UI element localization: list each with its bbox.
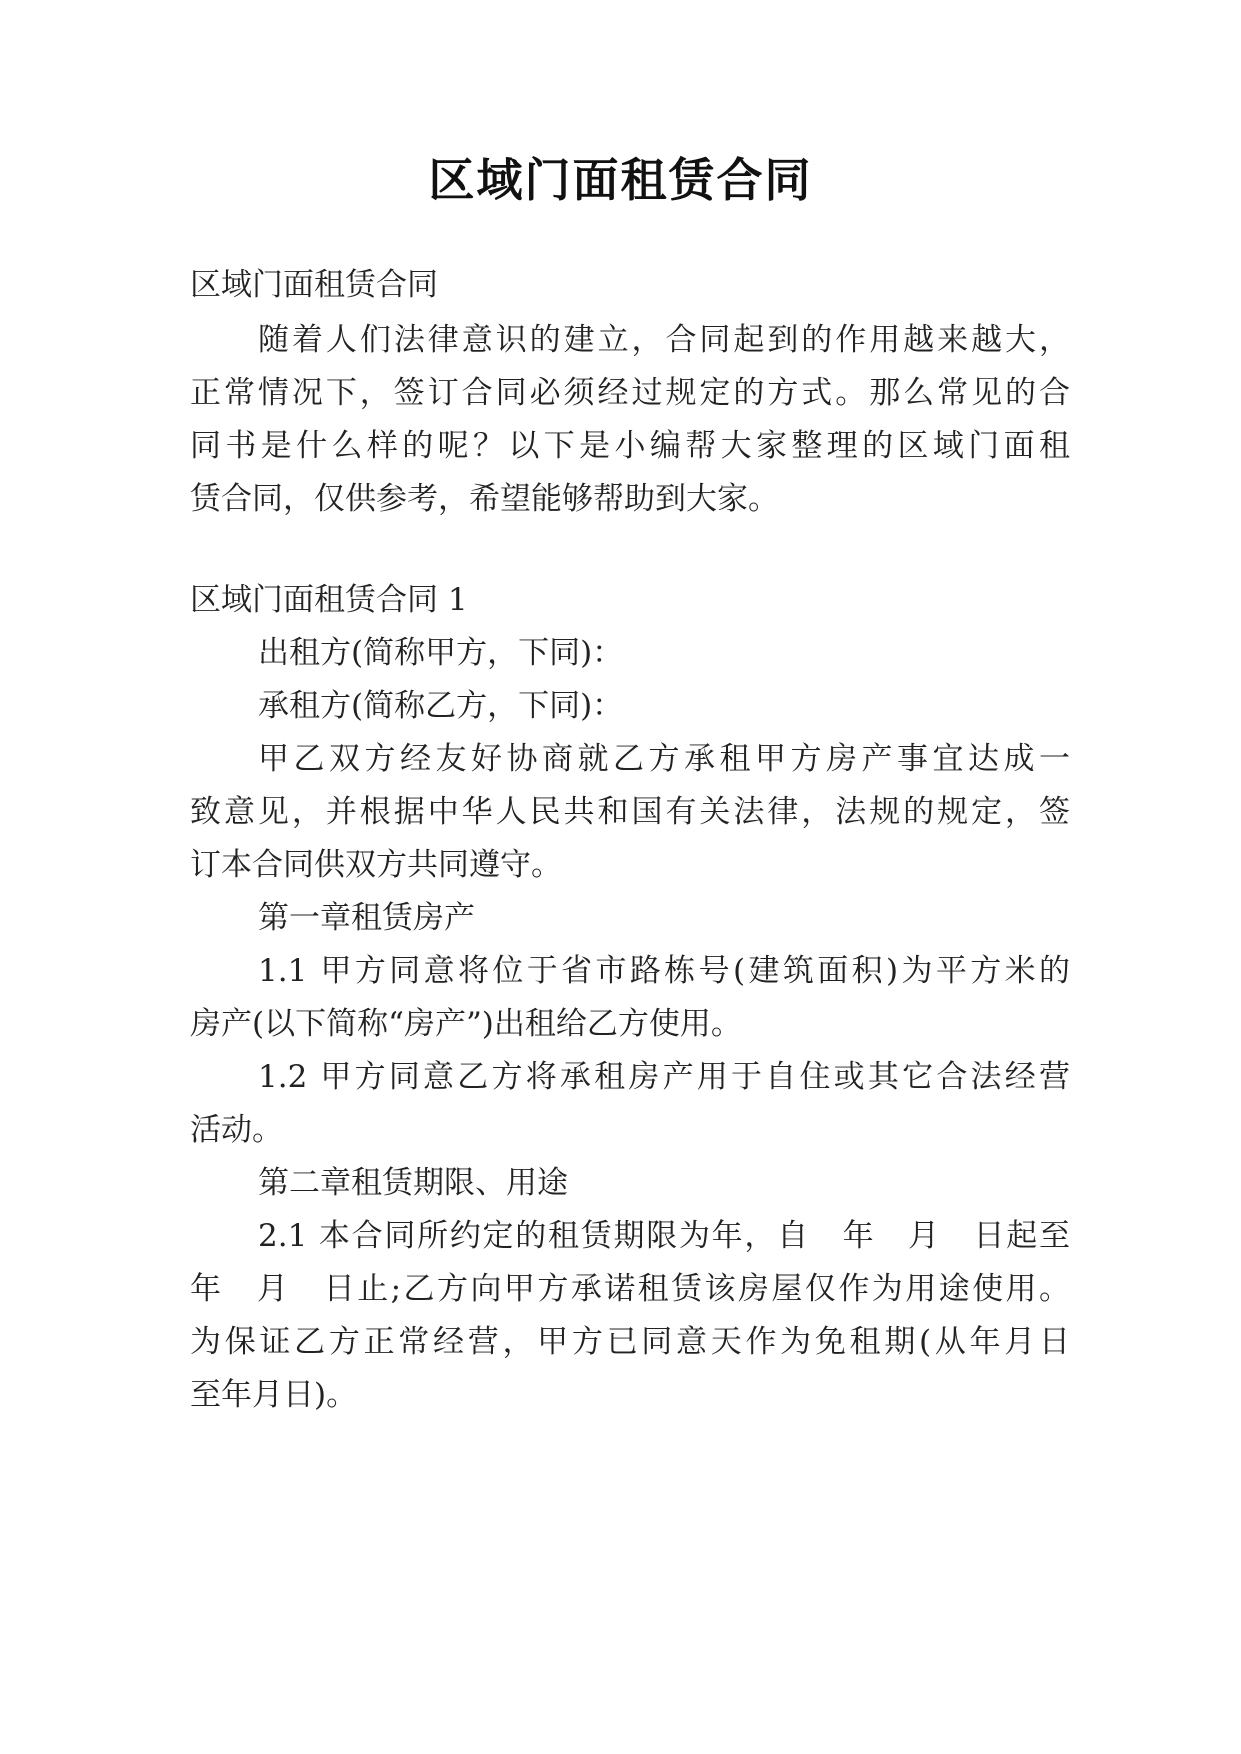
subtitle-line: 区域门面租赁合同: [190, 267, 438, 303]
clause-line: 为保证乙方正常经营，甲方已同意天作为免租期(从年月日: [190, 1324, 1070, 1360]
clause-line: 至年月日)。: [190, 1377, 358, 1413]
intro-line: 正常情况下，签订合同必须经过规定的方式。那么常见的合: [190, 375, 1070, 411]
section-heading: 区域门面租赁合同 1: [190, 582, 468, 618]
clause-line: 2.1 本合同所约定的租赁期限为年，自 年 月 日起至: [258, 1218, 1070, 1254]
body-line: 订本合同供双方共同遵守。: [190, 847, 562, 883]
clause-line: 房产(以下简称“房产”)出租给乙方使用。: [190, 1006, 742, 1042]
body-line: 甲乙双方经友好协商就乙方承租甲方房产事宜达成一: [258, 741, 1070, 777]
clause-line: 1.1 甲方同意将位于省市路栋号(建筑面积)为平方米的: [258, 953, 1070, 989]
chapter-heading: 第二章租赁期限、用途: [258, 1165, 568, 1201]
document-title: 区域门面租赁合同: [428, 153, 813, 207]
clause-line: 活动。: [190, 1112, 283, 1148]
body-line: 致意见，并根据中华人民共和国有关法律，法规的规定，签: [190, 794, 1070, 830]
lessee-line: 承租方(简称乙方，下同)：: [258, 688, 624, 724]
clause-line: 年 月 日止;乙方向甲方承诺租赁该房屋仅作为用途使用。: [190, 1271, 1070, 1307]
lessor-line: 出租方(简称甲方，下同)：: [258, 635, 624, 671]
chapter-heading: 第一章租赁房产: [258, 900, 475, 936]
intro-line: 随着人们法律意识的建立，合同起到的作用越来越大，: [258, 322, 1070, 358]
clause-line: 1.2 甲方同意乙方将承租房产用于自住或其它合法经营: [258, 1059, 1070, 1095]
intro-line: 同书是什么样的呢？以下是小编帮大家整理的区域门面租: [190, 428, 1070, 464]
intro-line: 赁合同，仅供参考，希望能够帮助到大家。: [190, 481, 779, 517]
